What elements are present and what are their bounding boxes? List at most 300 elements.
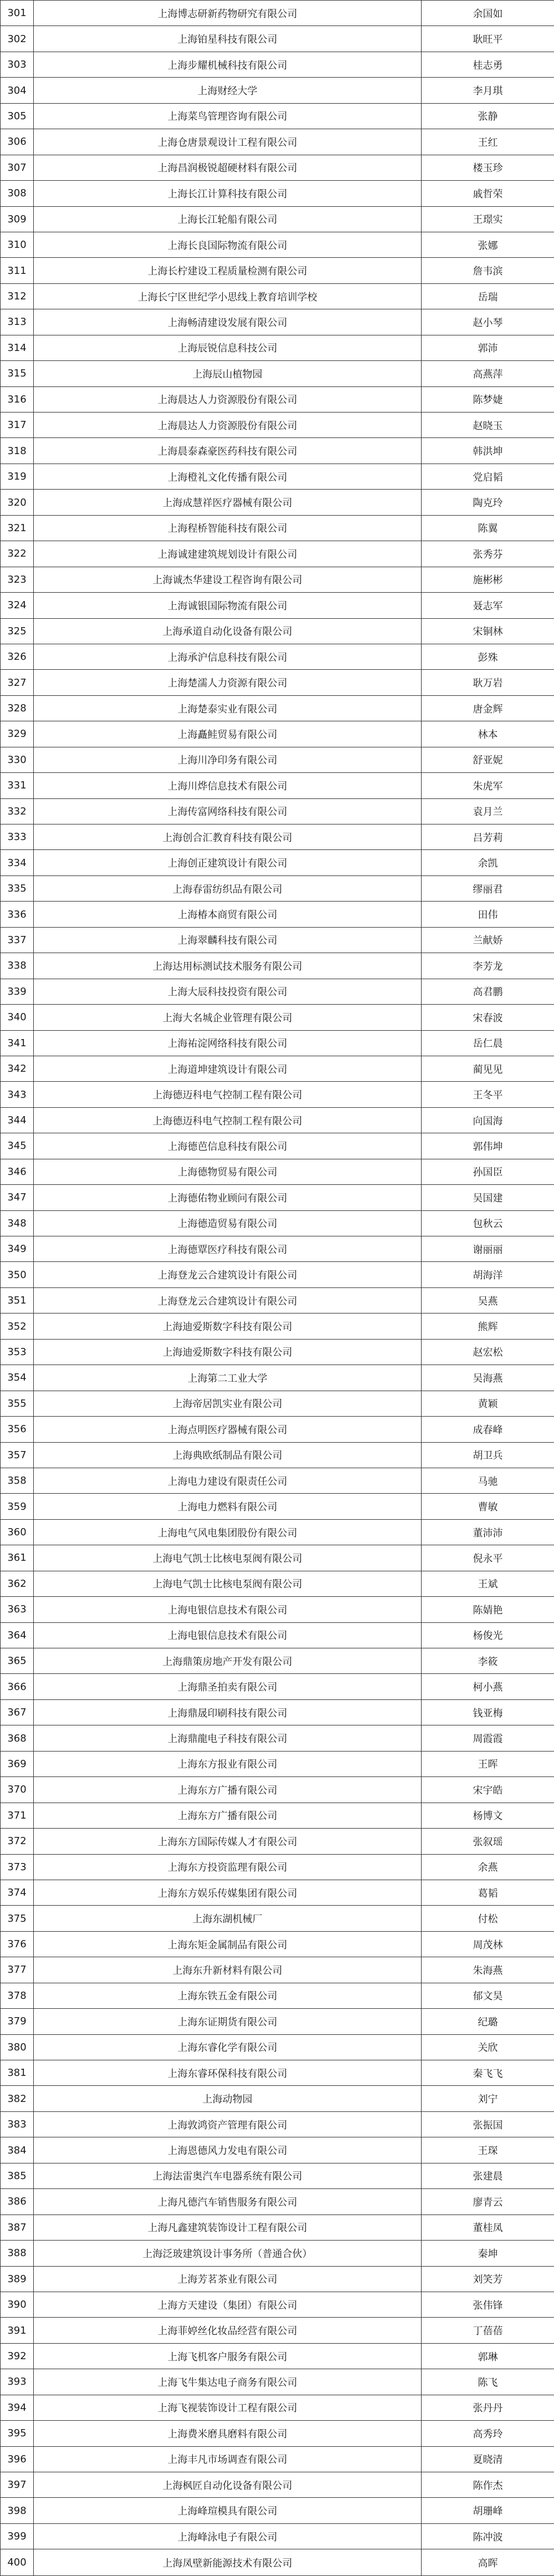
person-name-cell: 彭殊 bbox=[422, 644, 554, 669]
row-number-cell: 328 bbox=[1, 695, 34, 721]
row-number-cell: 395 bbox=[1, 2421, 34, 2446]
company-name-cell: 上海财经大学 bbox=[34, 78, 422, 103]
table-row bbox=[1, 875, 554, 901]
row-number-cell: 393 bbox=[1, 2369, 34, 2395]
table-row bbox=[1, 2266, 554, 2292]
company-name-cell: 上海电力燃料有限公司 bbox=[34, 1494, 422, 1519]
row-number-cell: 383 bbox=[1, 2111, 34, 2137]
company-name-cell: 上海鼎晟印刷科技有限公司 bbox=[34, 1699, 422, 1725]
person-name-cell: 吴燕 bbox=[422, 1287, 554, 1313]
person-name-cell: 杨俊光 bbox=[422, 1622, 554, 1648]
company-name-cell: 上海辰锐信息科技公司 bbox=[34, 335, 422, 360]
row-number-cell: 335 bbox=[1, 875, 34, 901]
person-name-cell: 陶克玲 bbox=[422, 490, 554, 515]
company-name-cell: 上海迪爱斯数字科技有限公司 bbox=[34, 1339, 422, 1365]
row-number-cell: 361 bbox=[1, 1545, 34, 1571]
person-name-cell: 宋宇皓 bbox=[422, 1777, 554, 1803]
person-name-cell: 刘宁 bbox=[422, 2086, 554, 2111]
row-number-cell: 352 bbox=[1, 1314, 34, 1339]
table-row bbox=[1, 2060, 554, 2086]
table-row bbox=[1, 979, 554, 1004]
table-row bbox=[1, 1777, 554, 1803]
table-row bbox=[1, 1210, 554, 1236]
table-row bbox=[1, 1339, 554, 1365]
company-name-cell: 上海长良国际物流有限公司 bbox=[34, 232, 422, 257]
person-name-cell: 张伟锋 bbox=[422, 2292, 554, 2317]
row-number-cell: 321 bbox=[1, 515, 34, 541]
row-number-cell: 334 bbox=[1, 850, 34, 875]
table-row bbox=[1, 129, 554, 155]
person-name-cell: 杨博文 bbox=[422, 1803, 554, 1828]
row-number-cell: 350 bbox=[1, 1262, 34, 1287]
person-name-cell: 黄颖 bbox=[422, 1391, 554, 1416]
person-name-cell: 郭琳 bbox=[422, 2343, 554, 2369]
company-name-cell: 上海德造贸易有限公司 bbox=[34, 1210, 422, 1236]
company-name-cell: 上海承道自动化设备有限公司 bbox=[34, 618, 422, 644]
table-row bbox=[1, 2369, 554, 2395]
company-name-cell: 上海登龙云合建筑设计有限公司 bbox=[34, 1287, 422, 1313]
person-name-cell: 兰献娇 bbox=[422, 927, 554, 953]
company-name-cell: 上海德迈科电气控制工程有限公司 bbox=[34, 1107, 422, 1133]
company-name-cell: 上海翠麟科技有限公司 bbox=[34, 927, 422, 953]
table-row bbox=[1, 2472, 554, 2498]
row-number-cell: 354 bbox=[1, 1365, 34, 1391]
row-number-cell: 331 bbox=[1, 773, 34, 798]
table-row bbox=[1, 902, 554, 927]
row-number-cell: 378 bbox=[1, 1983, 34, 2008]
row-number-cell: 384 bbox=[1, 2137, 34, 2163]
table-row bbox=[1, 1082, 554, 1107]
company-name-cell: 上海德迈科电气控制工程有限公司 bbox=[34, 1082, 422, 1107]
table-row bbox=[1, 1442, 554, 1468]
table-row bbox=[1, 1725, 554, 1751]
company-name-cell: 上海电气凯士比核电泵阀有限公司 bbox=[34, 1571, 422, 1596]
table-row bbox=[1, 1803, 554, 1828]
company-name-cell: 上海丰凡市场调查有限公司 bbox=[34, 2446, 422, 2472]
company-name-cell: 上海道坤建筑设计有限公司 bbox=[34, 1056, 422, 1081]
table-row bbox=[1, 490, 554, 515]
row-number-cell: 362 bbox=[1, 1571, 34, 1596]
row-number-cell: 398 bbox=[1, 2498, 34, 2523]
row-number-cell: 318 bbox=[1, 438, 34, 464]
person-name-cell: 马驰 bbox=[422, 1468, 554, 1493]
company-name-cell: 上海晨泰森豪医药科技有限公司 bbox=[34, 438, 422, 464]
table-row bbox=[1, 1262, 554, 1287]
table-row bbox=[1, 1468, 554, 1493]
row-number-cell: 342 bbox=[1, 1056, 34, 1081]
table-row bbox=[1, 1906, 554, 1931]
company-name-cell: 上海东睿环保科技有限公司 bbox=[34, 2060, 422, 2086]
company-name-cell: 上海费米磨具磨料有限公司 bbox=[34, 2421, 422, 2446]
person-name-cell: 成春峰 bbox=[422, 1417, 554, 1442]
row-number-cell: 306 bbox=[1, 129, 34, 155]
company-name-cell: 上海东证期货有限公司 bbox=[34, 2009, 422, 2034]
person-name-cell: 孙国臣 bbox=[422, 1159, 554, 1184]
person-name-cell: 高燕萍 bbox=[422, 361, 554, 386]
company-name-cell: 上海创正建筑设计有限公司 bbox=[34, 850, 422, 875]
person-name-cell: 林本 bbox=[422, 721, 554, 747]
company-name-cell: 上海楚濡人力资源有限公司 bbox=[34, 670, 422, 695]
person-name-cell: 詹韦滨 bbox=[422, 258, 554, 283]
person-name-cell: 郭沛 bbox=[422, 335, 554, 360]
table-row bbox=[1, 2086, 554, 2111]
row-number-cell: 339 bbox=[1, 979, 34, 1004]
person-name-cell: 余国如 bbox=[422, 1, 554, 26]
person-name-cell: 桂志勇 bbox=[422, 52, 554, 77]
company-name-cell: 上海晨达人力资源股份有限公司 bbox=[34, 386, 422, 412]
person-name-cell: 宋铜林 bbox=[422, 618, 554, 644]
company-name-cell: 上海长江计算科技有限公司 bbox=[34, 181, 422, 206]
company-name-cell: 上海鼎策房地产开发有限公司 bbox=[34, 1648, 422, 1674]
person-name-cell: 赵晓玉 bbox=[422, 413, 554, 438]
person-name-cell: 吴海燕 bbox=[422, 1365, 554, 1391]
company-name-cell: 上海东升新材料有限公司 bbox=[34, 1957, 422, 1983]
company-name-cell: 上海成慧祥医疗器械有限公司 bbox=[34, 490, 422, 515]
row-number-cell: 358 bbox=[1, 1468, 34, 1493]
company-name-cell: 上海峰泳电子有限公司 bbox=[34, 2523, 422, 2549]
table-row bbox=[1, 2241, 554, 2266]
company-name-cell: 上海长柠建设工程质量检测有限公司 bbox=[34, 258, 422, 283]
person-name-cell: 王晖 bbox=[422, 1751, 554, 1776]
person-name-cell: 朱海燕 bbox=[422, 1957, 554, 1983]
row-number-cell: 357 bbox=[1, 1442, 34, 1468]
person-name-cell: 胡卫兵 bbox=[422, 1442, 554, 1468]
person-name-cell: 耿万岩 bbox=[422, 670, 554, 695]
row-number-cell: 330 bbox=[1, 747, 34, 772]
table-row bbox=[1, 2523, 554, 2549]
person-name-cell: 刘笑芳 bbox=[422, 2266, 554, 2292]
table-row bbox=[1, 644, 554, 669]
person-name-cell: 谢丽丽 bbox=[422, 1236, 554, 1262]
row-number-cell: 312 bbox=[1, 283, 34, 309]
table-row bbox=[1, 1622, 554, 1648]
company-name-cell: 上海德覃医疗科技有限公司 bbox=[34, 1236, 422, 1262]
person-name-cell: 张静 bbox=[422, 103, 554, 129]
table-row bbox=[1, 747, 554, 772]
table-row bbox=[1, 1983, 554, 2008]
row-number-cell: 400 bbox=[1, 2549, 34, 2576]
person-name-cell: 陈婧艳 bbox=[422, 1597, 554, 1622]
person-name-cell: 高晖 bbox=[422, 2549, 554, 2576]
row-number-cell: 307 bbox=[1, 155, 34, 180]
person-name-cell: 袁月兰 bbox=[422, 798, 554, 824]
table-row bbox=[1, 1236, 554, 1262]
person-name-cell: 王红 bbox=[422, 129, 554, 155]
row-number-cell: 385 bbox=[1, 2163, 34, 2188]
company-name-cell: 上海创合汇教育科技有限公司 bbox=[34, 824, 422, 850]
row-number-cell: 327 bbox=[1, 670, 34, 695]
person-name-cell: 李月琪 bbox=[422, 78, 554, 103]
row-number-cell: 333 bbox=[1, 824, 34, 850]
row-number-cell: 374 bbox=[1, 1880, 34, 1905]
company-name-cell: 上海峰瑄模具有限公司 bbox=[34, 2498, 422, 2523]
company-name-cell: 上海电银信息技术有限公司 bbox=[34, 1622, 422, 1648]
table-row bbox=[1, 1494, 554, 1519]
person-name-cell: 郭伟坤 bbox=[422, 1133, 554, 1159]
company-name-cell: 上海铂星科技有限公司 bbox=[34, 26, 422, 52]
company-name-cell: 上海楚泰实业有限公司 bbox=[34, 695, 422, 721]
table-row bbox=[1, 618, 554, 644]
row-number-cell: 373 bbox=[1, 1854, 34, 1880]
person-name-cell: 张建晨 bbox=[422, 2163, 554, 2188]
row-number-cell: 347 bbox=[1, 1185, 34, 1210]
row-number-cell: 396 bbox=[1, 2446, 34, 2472]
company-name-cell: 上海帝居凯实业有限公司 bbox=[34, 1391, 422, 1416]
table-row bbox=[1, 2446, 554, 2472]
company-name-cell: 上海晨达人力资源股份有限公司 bbox=[34, 413, 422, 438]
person-name-cell: 陈翼 bbox=[422, 515, 554, 541]
row-number-cell: 370 bbox=[1, 1777, 34, 1803]
company-name-cell: 上海东方国际传媒人才有限公司 bbox=[34, 1829, 422, 1854]
person-name-cell: 付松 bbox=[422, 1906, 554, 1931]
table-row bbox=[1, 2137, 554, 2163]
person-name-cell: 夏晓清 bbox=[422, 2446, 554, 2472]
person-name-cell: 朱虎军 bbox=[422, 773, 554, 798]
person-name-cell: 赵宏松 bbox=[422, 1339, 554, 1365]
row-number-cell: 376 bbox=[1, 1931, 34, 1957]
person-name-cell: 余燕 bbox=[422, 1854, 554, 1880]
person-name-cell: 陈冲波 bbox=[422, 2523, 554, 2549]
table-row bbox=[1, 2292, 554, 2317]
row-number-cell: 322 bbox=[1, 541, 34, 567]
row-number-cell: 311 bbox=[1, 258, 34, 283]
person-name-cell: 陈飞 bbox=[422, 2369, 554, 2395]
company-name-cell: 上海东方娱乐传媒集团有限公司 bbox=[34, 1880, 422, 1905]
roster-table-body bbox=[1, 1, 554, 2576]
person-name-cell: 李筱 bbox=[422, 1648, 554, 1674]
table-row bbox=[1, 1854, 554, 1880]
company-name-cell: 上海方天建设（集团）有限公司 bbox=[34, 2292, 422, 2317]
table-row bbox=[1, 361, 554, 386]
company-name-cell: 上海祐淀网络科技有限公司 bbox=[34, 1030, 422, 1056]
company-name-cell: 上海矗鲑贸易有限公司 bbox=[34, 721, 422, 747]
table-row bbox=[1, 2498, 554, 2523]
company-name-cell: 上海大辰科技投资有限公司 bbox=[34, 979, 422, 1004]
row-number-cell: 309 bbox=[1, 206, 34, 232]
company-name-cell: 上海昌润极锐超硬材料有限公司 bbox=[34, 155, 422, 180]
row-number-cell: 326 bbox=[1, 644, 34, 669]
company-name-cell: 上海程桥智能科技有限公司 bbox=[34, 515, 422, 541]
table-row bbox=[1, 103, 554, 129]
person-name-cell: 郁文昊 bbox=[422, 1983, 554, 2008]
company-name-cell: 上海迪爱斯数字科技有限公司 bbox=[34, 1314, 422, 1339]
row-number-cell: 379 bbox=[1, 2009, 34, 2034]
company-name-cell: 上海东方广播有限公司 bbox=[34, 1803, 422, 1828]
table-row bbox=[1, 850, 554, 875]
row-number-cell: 348 bbox=[1, 1210, 34, 1236]
company-name-cell: 上海达用标测试技术服务有限公司 bbox=[34, 953, 422, 979]
person-name-cell: 王斌 bbox=[422, 1571, 554, 1596]
table-row bbox=[1, 541, 554, 567]
row-number-cell: 359 bbox=[1, 1494, 34, 1519]
company-name-cell: 上海电银信息技术有限公司 bbox=[34, 1597, 422, 1622]
table-row bbox=[1, 1, 554, 26]
person-name-cell: 胡海洋 bbox=[422, 1262, 554, 1287]
table-row bbox=[1, 2395, 554, 2420]
person-name-cell: 岳仁晨 bbox=[422, 1030, 554, 1056]
table-row bbox=[1, 824, 554, 850]
row-number-cell: 380 bbox=[1, 2034, 34, 2060]
person-name-cell: 张振国 bbox=[422, 2111, 554, 2137]
person-name-cell: 包秋云 bbox=[422, 1210, 554, 1236]
row-number-cell: 317 bbox=[1, 413, 34, 438]
table-row bbox=[1, 386, 554, 412]
table-row bbox=[1, 1648, 554, 1674]
table-row bbox=[1, 258, 554, 283]
person-name-cell: 楼玉珍 bbox=[422, 155, 554, 180]
person-name-cell: 李芳龙 bbox=[422, 953, 554, 979]
table-row bbox=[1, 1133, 554, 1159]
row-number-cell: 345 bbox=[1, 1133, 34, 1159]
person-name-cell: 聂志军 bbox=[422, 593, 554, 618]
company-name-cell: 上海仓唐景观设计工程有限公司 bbox=[34, 129, 422, 155]
table-row bbox=[1, 181, 554, 206]
row-number-cell: 388 bbox=[1, 2241, 34, 2266]
row-number-cell: 303 bbox=[1, 52, 34, 77]
table-row bbox=[1, 1185, 554, 1210]
person-name-cell: 秦坤 bbox=[422, 2241, 554, 2266]
person-name-cell: 向国海 bbox=[422, 1107, 554, 1133]
company-name-cell: 上海长江轮船有限公司 bbox=[34, 206, 422, 232]
row-number-cell: 314 bbox=[1, 335, 34, 360]
row-number-cell: 346 bbox=[1, 1159, 34, 1184]
table-row bbox=[1, 2421, 554, 2446]
row-number-cell: 394 bbox=[1, 2395, 34, 2420]
company-name-cell: 上海东方投资监理有限公司 bbox=[34, 1854, 422, 1880]
row-number-cell: 399 bbox=[1, 2523, 34, 2549]
table-row bbox=[1, 953, 554, 979]
person-name-cell: 张秀芬 bbox=[422, 541, 554, 567]
row-number-cell: 349 bbox=[1, 1236, 34, 1262]
company-name-cell: 上海诚银国际物流有限公司 bbox=[34, 593, 422, 618]
company-name-cell: 上海辰山植物园 bbox=[34, 361, 422, 386]
row-number-cell: 305 bbox=[1, 103, 34, 129]
company-name-cell: 上海泛玻建筑设计事务所（普通合伙） bbox=[34, 2241, 422, 2266]
row-number-cell: 332 bbox=[1, 798, 34, 824]
person-name-cell: 唐金辉 bbox=[422, 695, 554, 721]
person-name-cell: 高秀玲 bbox=[422, 2421, 554, 2446]
table-row bbox=[1, 309, 554, 335]
company-name-cell: 上海诚杰华建设工程咨询有限公司 bbox=[34, 567, 422, 592]
company-name-cell: 上海大名城企业管理有限公司 bbox=[34, 1005, 422, 1030]
person-name-cell: 廖青云 bbox=[422, 2189, 554, 2214]
row-number-cell: 392 bbox=[1, 2343, 34, 2369]
table-row bbox=[1, 1931, 554, 1957]
table-row bbox=[1, 1957, 554, 1983]
row-number-cell: 386 bbox=[1, 2189, 34, 2214]
person-name-cell: 吴国建 bbox=[422, 1185, 554, 1210]
company-name-cell: 上海传富网络科技有限公司 bbox=[34, 798, 422, 824]
table-row bbox=[1, 2549, 554, 2576]
row-number-cell: 324 bbox=[1, 593, 34, 618]
person-name-cell: 葛韬 bbox=[422, 1880, 554, 1905]
company-name-cell: 上海川净印务有限公司 bbox=[34, 747, 422, 772]
table-row bbox=[1, 1417, 554, 1442]
row-number-cell: 368 bbox=[1, 1725, 34, 1751]
table-row bbox=[1, 2034, 554, 2060]
person-name-cell: 秦飞飞 bbox=[422, 2060, 554, 2086]
table-row bbox=[1, 593, 554, 618]
company-name-cell: 上海东矩金属制品有限公司 bbox=[34, 1931, 422, 1957]
company-name-cell: 上海东方广播有限公司 bbox=[34, 1777, 422, 1803]
table-row bbox=[1, 1365, 554, 1391]
person-name-cell: 高君鹏 bbox=[422, 979, 554, 1004]
row-number-cell: 363 bbox=[1, 1597, 34, 1622]
company-name-cell: 上海椿本商贸有限公司 bbox=[34, 902, 422, 927]
company-name-cell: 上海枫匠自动化设备有限公司 bbox=[34, 2472, 422, 2498]
table-row bbox=[1, 206, 554, 232]
table-row bbox=[1, 1751, 554, 1776]
table-row bbox=[1, 773, 554, 798]
table-row bbox=[1, 927, 554, 953]
table-row bbox=[1, 1699, 554, 1725]
row-number-cell: 353 bbox=[1, 1339, 34, 1365]
company-name-cell: 上海东睿化学有限公司 bbox=[34, 2034, 422, 2060]
company-name-cell: 上海第二工业大学 bbox=[34, 1365, 422, 1391]
table-row bbox=[1, 798, 554, 824]
table-row bbox=[1, 1107, 554, 1133]
company-name-cell: 上海飞牛集达电子商务有限公司 bbox=[34, 2369, 422, 2395]
table-row bbox=[1, 567, 554, 592]
row-number-cell: 329 bbox=[1, 721, 34, 747]
person-name-cell: 钱亚梅 bbox=[422, 1699, 554, 1725]
row-number-cell: 336 bbox=[1, 902, 34, 927]
table-row bbox=[1, 438, 554, 464]
company-name-cell: 上海德物贸易有限公司 bbox=[34, 1159, 422, 1184]
table-row bbox=[1, 2163, 554, 2188]
person-name-cell: 党启韬 bbox=[422, 464, 554, 489]
row-number-cell: 319 bbox=[1, 464, 34, 489]
company-name-cell: 上海电力建设有限责任公司 bbox=[34, 1468, 422, 1493]
person-name-cell: 余凯 bbox=[422, 850, 554, 875]
row-number-cell: 310 bbox=[1, 232, 34, 257]
company-name-cell: 上海长宁区世纪学小思线上教育培训学校 bbox=[34, 283, 422, 309]
person-name-cell: 纪璐 bbox=[422, 2009, 554, 2034]
row-number-cell: 389 bbox=[1, 2266, 34, 2292]
table-row bbox=[1, 2214, 554, 2240]
person-name-cell: 柯小燕 bbox=[422, 1674, 554, 1699]
company-name-cell: 上海芳茗茶业有限公司 bbox=[34, 2266, 422, 2292]
table-row bbox=[1, 2318, 554, 2343]
person-name-cell: 董桂凤 bbox=[422, 2214, 554, 2240]
row-number-cell: 390 bbox=[1, 2292, 34, 2317]
person-name-cell: 舒亚妮 bbox=[422, 747, 554, 772]
row-number-cell: 304 bbox=[1, 78, 34, 103]
row-number-cell: 302 bbox=[1, 26, 34, 52]
row-number-cell: 316 bbox=[1, 386, 34, 412]
company-name-cell: 上海菲婷丝化妆品经营有限公司 bbox=[34, 2318, 422, 2343]
table-row bbox=[1, 1880, 554, 1905]
table-row bbox=[1, 1519, 554, 1545]
company-name-cell: 上海博志研新药物研究有限公司 bbox=[34, 1, 422, 26]
company-name-cell: 上海橙礼文化传播有限公司 bbox=[34, 464, 422, 489]
row-number-cell: 367 bbox=[1, 1699, 34, 1725]
row-number-cell: 397 bbox=[1, 2472, 34, 2498]
company-name-cell: 上海德佑物业顾问有限公司 bbox=[34, 1185, 422, 1210]
table-row bbox=[1, 1056, 554, 1081]
person-name-cell: 施彬彬 bbox=[422, 567, 554, 592]
company-name-cell: 上海点明医疗器械有限公司 bbox=[34, 1417, 422, 1442]
company-name-cell: 上海步耀机械科技有限公司 bbox=[34, 52, 422, 77]
table-row bbox=[1, 52, 554, 77]
row-number-cell: 391 bbox=[1, 2318, 34, 2343]
table-row bbox=[1, 1391, 554, 1416]
table-row bbox=[1, 283, 554, 309]
person-name-cell: 董沛沛 bbox=[422, 1519, 554, 1545]
table-row bbox=[1, 2189, 554, 2214]
row-number-cell: 338 bbox=[1, 953, 34, 979]
table-row bbox=[1, 1829, 554, 1854]
